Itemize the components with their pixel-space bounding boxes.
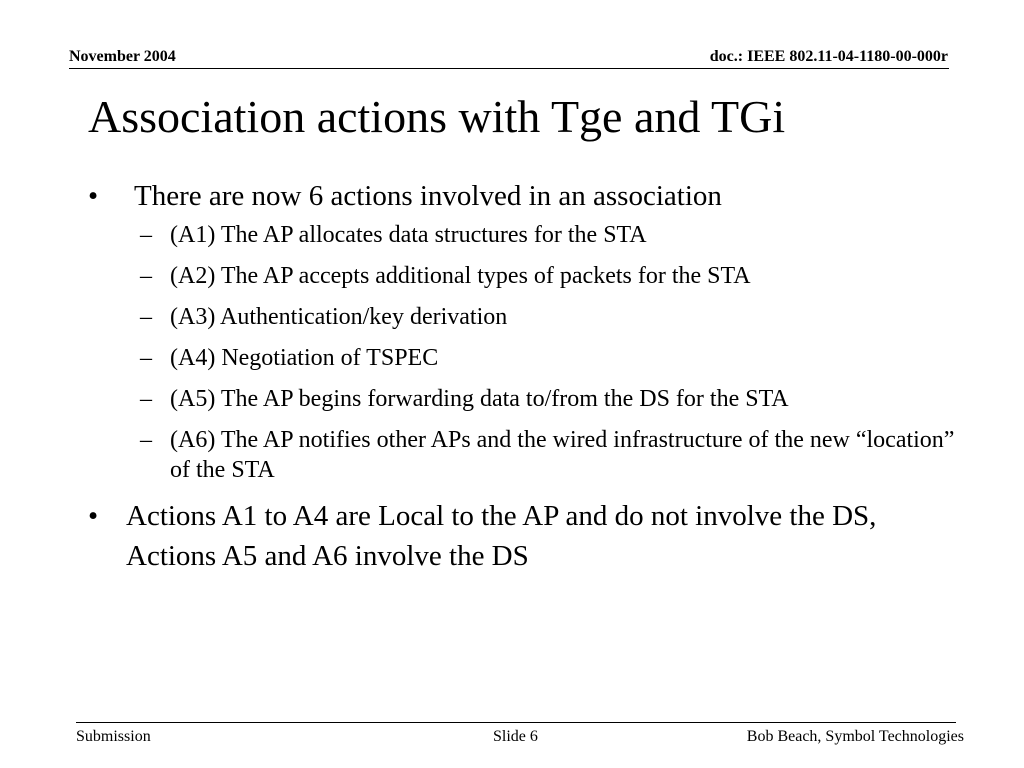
sub-bullet-item: [126, 343, 968, 373]
header-divider: [69, 68, 949, 69]
sub-bullet-text: (A2) The AP accepts additional types of packets for the STA: [170, 263, 751, 289]
sub-bullet-item: [126, 261, 968, 291]
sub-bullet-item: [126, 302, 968, 332]
bullet-text: There are now 6 actions involved in an association: [134, 180, 722, 212]
sub-bullet-item: [126, 425, 968, 485]
bullet-marker: •: [88, 180, 99, 212]
footer-slide-number: Slide 6: [493, 728, 538, 745]
sub-bullet-item: [126, 384, 968, 414]
sub-bullet-list: [126, 220, 968, 485]
bullet-text: Actions A1 to A4 are Local to the AP and do not involve the DS, Actions A5 and A6 involve the DS: [126, 500, 877, 572]
sub-bullet-text: (A4) Negotiation of TSPEC: [170, 345, 439, 371]
sub-bullet-item: [126, 220, 968, 250]
bullet-item: [88, 496, 968, 576]
footer-submission: Submission: [76, 728, 151, 745]
dash-marker: –: [140, 304, 152, 330]
sub-bullet-text: (A6) The AP notifies other APs and the wired infrastructure of the new “location” of the STA: [170, 427, 955, 483]
dash-marker: –: [140, 345, 152, 371]
sub-bullet-text: (A5) The AP begins forwarding data to/from the DS for the STA: [170, 386, 789, 412]
footer-divider: [76, 722, 956, 723]
dash-marker: –: [140, 263, 152, 289]
header-doc-id: doc.: IEEE 802.11-04-1180-00-000r: [709, 48, 948, 65]
sub-bullet-text: (A3) Authentication/key derivation: [170, 304, 508, 330]
bullet-item: [88, 176, 968, 485]
dash-marker: –: [140, 427, 152, 453]
dash-marker: –: [140, 386, 152, 412]
header-date: November 2004: [69, 48, 176, 65]
slide-title: Association actions with Tge and TGi: [88, 91, 786, 142]
footer-author: Bob Beach, Symbol Technologies: [746, 728, 964, 745]
sub-bullet-text: (A1) The AP allocates data structures for the STA: [170, 222, 647, 248]
bullet-list: [88, 176, 968, 576]
bullet-marker: •: [88, 500, 99, 532]
dash-marker: –: [140, 222, 152, 248]
